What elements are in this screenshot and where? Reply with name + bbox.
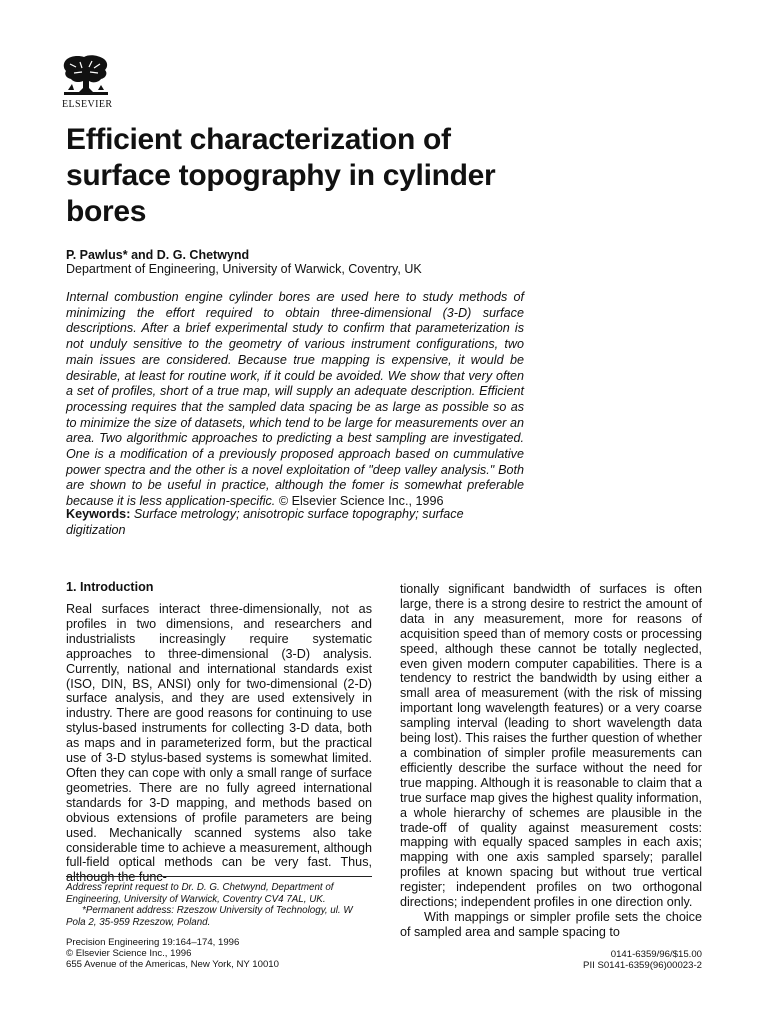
body-paragraph: With mappings or simpler profile sets the choice of sampled area and sample spacing to (400, 909, 702, 939)
abstract-text: Internal combustion engine cylinder bores are used here to study methods of minimizing the effort required to obtain three-dimensional (3-D) surface descriptions. After a brief experimental study to confirm that parameterization is not unduly sensitive to the geometry of various instrument configurations, two main issues are considered. Because true mapping is expensive, it would be desirable, at least for routine work, if it could be avoided. We show that very often a set of profiles, short of a true map, will supply an adequate description. Efficient processing requires that the sampled data spacing be as large as possible so as to minimize the size of datasets, which tend to be large for measurements over an area. Two algorithmic approaches to predicting a best sampling are investigated. One is a modification of a previously proposed approach based on cummulative power spectra and the other is a novel exploitation of "deep valley analysis." Both are shown to be useful in practice, although the fomer is somewhat preferable because it is less application-specific. (66, 290, 524, 509)
keywords-label: Keywords: (66, 507, 131, 521)
abstract (66, 290, 524, 510)
publisher-copyright: © Elsevier Science Inc., 1996 (66, 948, 192, 960)
footnote-divider (66, 876, 372, 877)
keywords (66, 507, 524, 538)
article-identifiers (583, 949, 702, 971)
body-paragraph: tionally significant bandwidth of surfaces is often large, there is a strong desire to restrict the amount of data in any measurement, more for reasons of acquisition speed than of memory costs or processing speed, although these cannot be totally neglected, even given modern computer capabilities. There is a tendency to restrict the bandwidth by using either a small area of measurement (with the risk of missing important long wavelength features) or a very coarse sampling interval (leading to short wavelength data being lost). This raises the further question of whether a combination of simpler profile measurements can efficiently describe the surface without the need for true mapping. Although it is reasonable to claim that a true surface map gives the highest quality information, a whole hierarchy of schemes are plausible in the trade-off of quality against measurement costs: mapping with equally spaced samples in each axis; mapping with one axis sampled sparsely; parallel profiles at known spacing but without true vertical register; independent profiles on two orthogonal directions; independent profiles in one direction only. (400, 582, 702, 910)
body-paragraph: Real surfaces interact three-dimensionally, not as profiles in two dimensions, and researchers and industrialists increasingly require systematic approaches to three-dimensional (3-D) analysis. Currently, national and international standards exist (ISO, DIN, BS, ANSI) only for two-dimensional (2-D) surface analysis, and they are used extensively in industry. There are good reasons for continuing to use stylus-based instruments for collecting 3-D data, both as maps and in parameterized form, but the practical use of 3-D stylus-based systems is somewhat limited. Often they can cope with only a small range of surface geometries. There are no fully agreed international standards for 3-D mapping, and methods based on obvious extensions of profile parameters are being used. Mechanically scanned systems also take considerable time to achieve a measurement, although full-field optical methods can be very fast. Thus, although the func- (66, 602, 372, 885)
affiliation: Department of Engineering, University of Warwick, Coventry, UK (66, 262, 422, 276)
bibliographic-info (66, 937, 279, 971)
elsevier-tree-logo-icon (62, 54, 110, 98)
section-heading: 1. Introduction (66, 580, 154, 594)
footnote-reprint: Address reprint request to Dr. D. G. Chetwynd, Department of Engineering, University of Warwick, Coventry CV4 7AL, UK. (66, 882, 334, 905)
left-column (66, 580, 372, 885)
paper-title: Efficient characterization of surface topography in cylinder bores (66, 123, 496, 228)
footnote (66, 882, 372, 928)
journal-citation: Precision Engineering 19:164–174, 1996 (66, 937, 240, 948)
publisher-address: 655 Avenue of the Americas, New York, NY 10010 (66, 959, 279, 971)
publisher-name: ELSEVIER (62, 99, 113, 110)
publisher-logo (62, 54, 112, 110)
authors: P. Pawlus* and D. G. Chetwynd (66, 248, 250, 262)
keywords-text: Surface metrology; anisotropic surface topography; surface digitization (66, 507, 464, 537)
pii-code: PII S0141-6359(96)00023-2 (583, 960, 702, 972)
abstract-copyright: © Elsevier Science Inc., 1996 (278, 494, 444, 509)
footnote-permanent-address: *Permanent address: Rzeszow University of Technology, ul. W Pola 2, 35-959 Rzeszow, Poland. (66, 905, 353, 928)
right-column (400, 582, 702, 940)
issn-code: 0141-6359/96/$15.00 (610, 949, 702, 960)
